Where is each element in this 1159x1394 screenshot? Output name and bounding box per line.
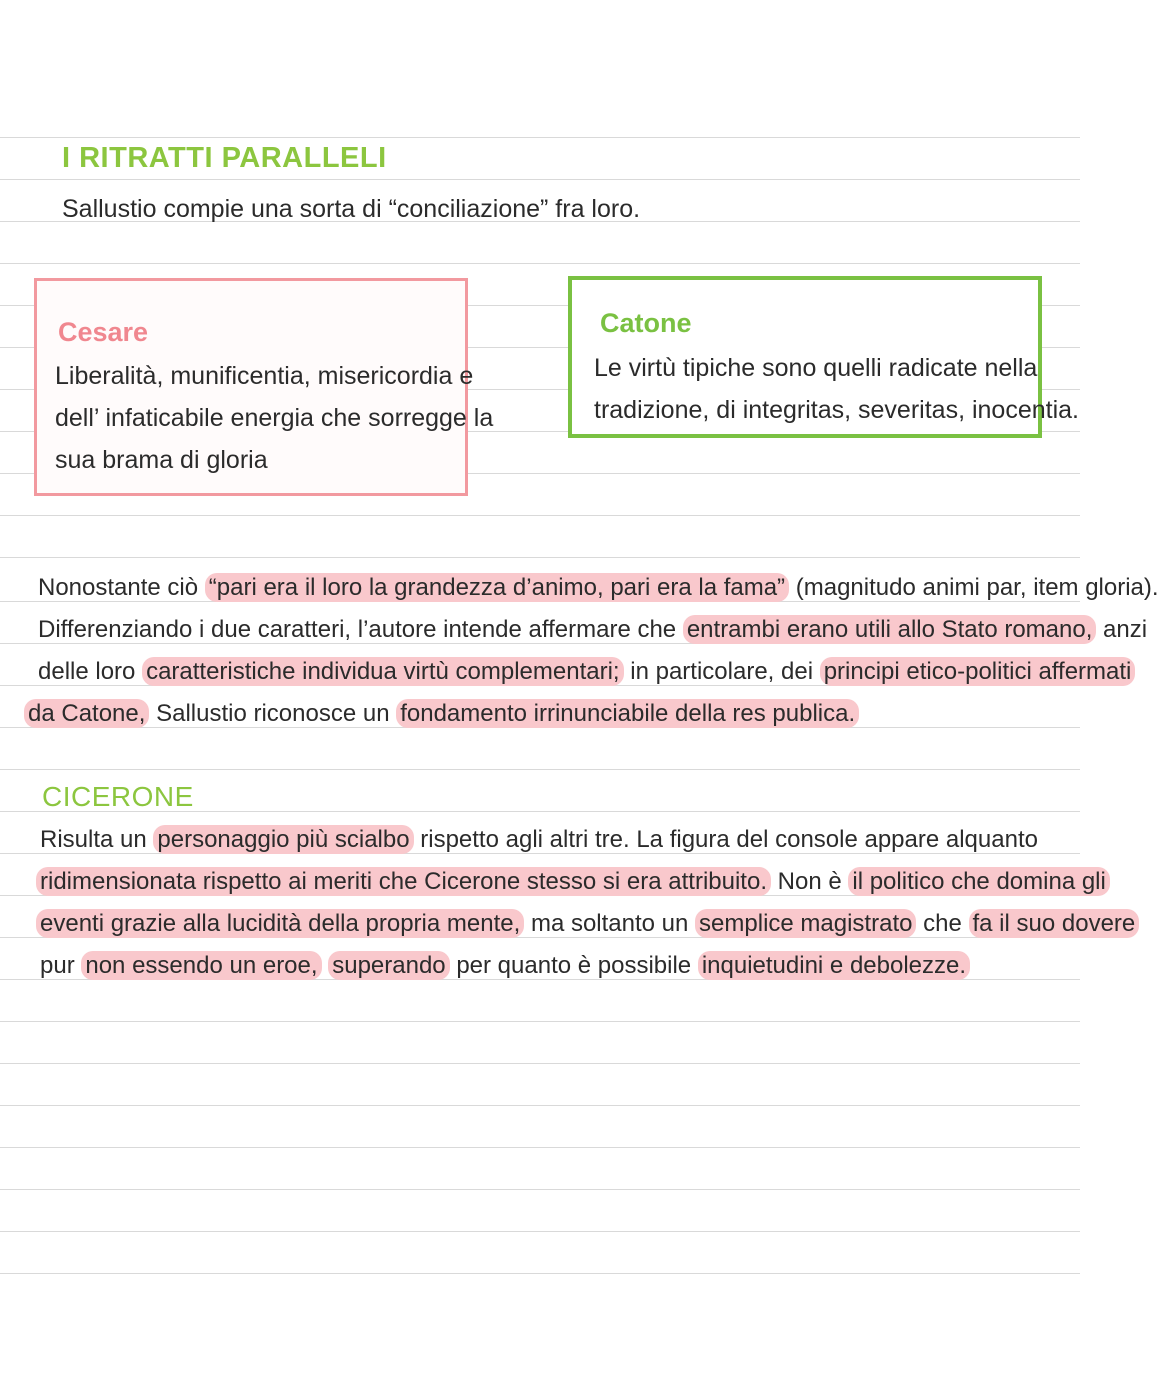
highlight: principi etico-politici affermati (820, 657, 1136, 686)
catone-title: Catone (600, 308, 692, 338)
ruled-line (0, 1063, 1080, 1064)
text-span: (magnitudo animi par, item gloria). (789, 574, 1159, 601)
text-span: rispetto agli altri tre. La figura del console appare alquanto (413, 826, 1038, 853)
ruled-line (0, 1105, 1080, 1106)
highlight: ridimensionata rispetto ai meriti che Cicerone stesso si era attribuito. (36, 867, 771, 896)
ruled-line (0, 137, 1080, 138)
paragraph-line-1 (38, 573, 1159, 603)
text-span: Sallustio riconosce un (149, 700, 397, 727)
highlight: eventi grazie alla lucidità della propria mente, (36, 909, 524, 938)
cicerone-line-3 (36, 909, 1139, 939)
highlight: non essendo un eroe, (81, 951, 321, 980)
highlight: caratteristiche individua virtù complementari; (142, 657, 624, 686)
highlight: personaggio più scialbo (153, 825, 413, 854)
cesare-box (34, 278, 494, 496)
ruled-line (0, 263, 1080, 264)
highlight: il politico che domina gli (848, 867, 1109, 896)
ruled-line (0, 1021, 1080, 1022)
ruled-line (0, 769, 1080, 770)
ruled-line (0, 1189, 1080, 1190)
text-span: Risulta un (40, 826, 154, 853)
ruled-line (0, 1231, 1080, 1232)
text-span: Differenziando i due caratteri, l’autore intende affermare che (38, 616, 683, 643)
paragraph-line-4 (24, 699, 859, 729)
section-title-ritratti: I RITRATTI PARALLELI (62, 142, 387, 174)
paragraph-line-3 (38, 657, 1135, 687)
cesare-line-1: Liberalità, munificentia, misericordia e (55, 362, 474, 390)
cesare-line-3: sua brama di gloria (55, 446, 268, 474)
ruled-line (0, 179, 1080, 180)
catone-line-1: Le virtù tipiche sono quelli radicate nella (594, 354, 1038, 382)
section-title-cicerone: CICERONE (42, 781, 194, 812)
catone-box (568, 276, 1079, 438)
highlight: fa il suo dovere (969, 909, 1140, 938)
intro-text: Sallustio compie una sorta di “conciliazione” fra loro. (62, 195, 641, 223)
highlight: fondamento irrinunciabile della res publica. (396, 699, 859, 728)
text-span: in particolare, dei (623, 658, 820, 685)
highlight: inquietudini e debolezze. (698, 951, 970, 980)
text-span: pur (40, 952, 82, 979)
cicerone-line-2 (36, 867, 1110, 897)
ruled-line (0, 1147, 1080, 1148)
text-span: Nonostante ciò (38, 574, 205, 601)
cicerone-line-4 (40, 951, 970, 981)
ruled-line (0, 515, 1080, 516)
text-span: Non è (770, 868, 849, 895)
cicerone-line-1 (40, 825, 1038, 855)
text-span: che (916, 910, 969, 937)
catone-line-2: tradizione, di integritas, severitas, inocentia. (594, 396, 1079, 424)
highlight: entrambi erano utili allo Stato romano, (683, 615, 1097, 644)
text-span: per quanto è possibile (449, 952, 698, 979)
highlight: semplice magistrato (695, 909, 916, 938)
ruled-line (0, 1273, 1080, 1274)
cesare-line-2: dell’ infaticabile energia che sorregge la (55, 404, 494, 432)
paragraph-line-2 (38, 615, 1147, 645)
highlight: “pari era il loro la grandezza d’animo, pari era la fama” (205, 573, 789, 602)
highlight: da Catone, (24, 699, 149, 728)
text-span: anzi (1096, 616, 1148, 643)
text-span: delle loro (38, 658, 143, 685)
cesare-title: Cesare (58, 317, 149, 347)
highlight: superando (328, 951, 449, 980)
ruled-line (0, 557, 1080, 558)
text-span: ma soltanto un (524, 910, 696, 937)
